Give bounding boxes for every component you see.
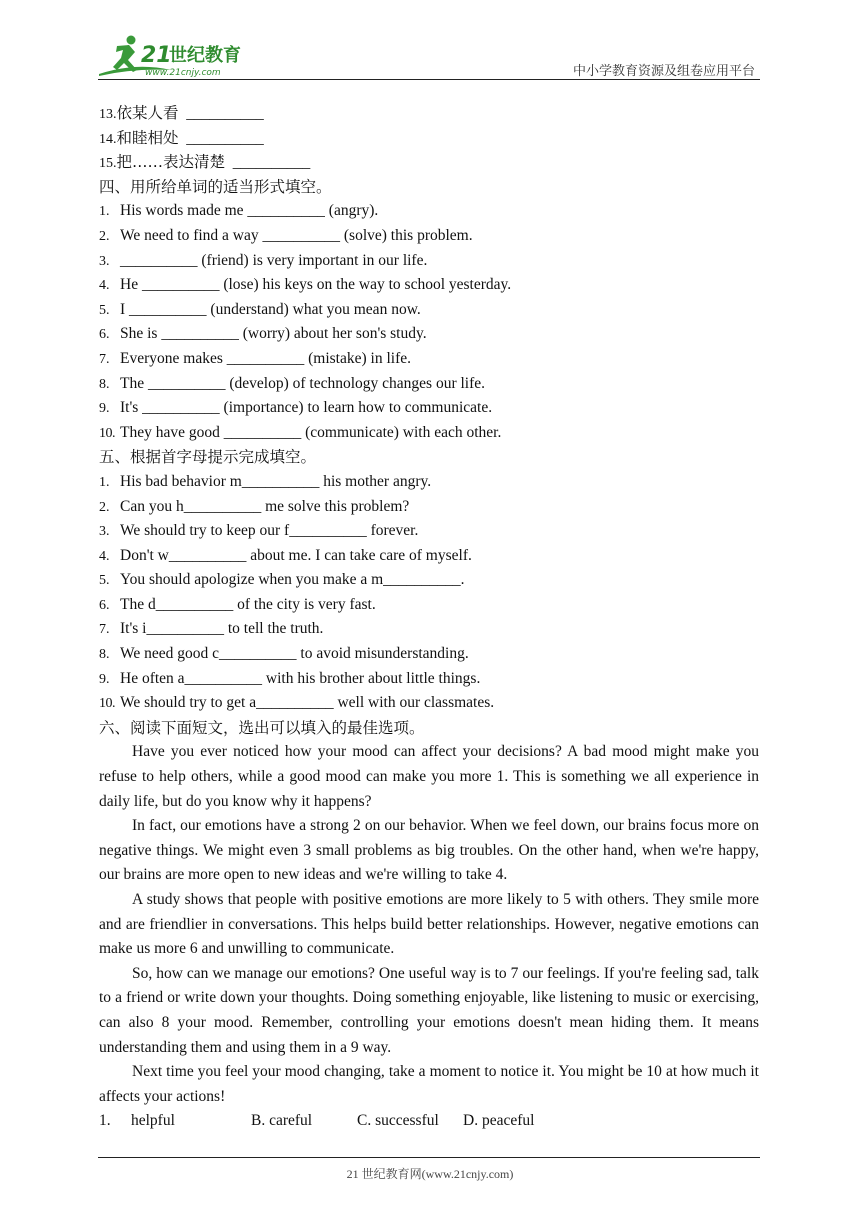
question-options: [99, 1109, 759, 1134]
section-title: 四、用所给单词的适当形式填空。: [99, 177, 332, 196]
phrase-text: 依某人看: [116, 104, 179, 122]
document-body: [99, 101, 759, 1134]
phrase-text: 把……表达清楚: [116, 153, 226, 172]
item-number: 4.: [99, 278, 110, 294]
exercise-item: [99, 642, 759, 667]
exercise-item: [99, 544, 759, 569]
passage-paragraph: Next time you feel your mood changing, take a moment to notice it. You might be 10 at how much it affects your actions!: [99, 1063, 759, 1105]
exercise-item: [99, 249, 759, 274]
exercise-item: [99, 691, 759, 716]
passage-paragraph: Have you ever noticed how your mood can affect your decisions? A bad mood might make you refuse to help others, while a good mood can make you more 1. This is something we all experience in daily life, but do you know why it happens?: [99, 743, 759, 810]
item-number: 7.: [99, 351, 110, 367]
item-text: __________ (friend) is very important in our life.: [120, 251, 428, 269]
item-text: You should apologize when you make a m__________.: [120, 571, 465, 589]
exercise-item: [99, 593, 759, 618]
item-number: 8.: [99, 376, 110, 392]
option-b: B. careful: [251, 1112, 313, 1130]
item-text: It's i__________ to tell the truth.: [120, 620, 324, 638]
exercise-item: [99, 396, 759, 421]
item-number: 3.: [99, 524, 110, 540]
passage-paragraph: A study shows that people with positive emotions are more likely to 5 with others. They smile more and are friendlier in conversations. This helps build better relationships. However, negative emotions can make us more 6 and unwilling to communicate.: [99, 891, 759, 958]
item-text: They have good __________ (communicate) with each other.: [120, 423, 502, 441]
reading-passage: [99, 740, 759, 1109]
item-number: 2.: [99, 499, 110, 515]
item-number: 10.: [99, 696, 115, 712]
header-divider: [98, 79, 760, 80]
logo: [95, 32, 265, 80]
exercise-item: [99, 421, 759, 446]
item-number: 5.: [99, 302, 110, 318]
item-text: Can you h__________ me solve this problem?: [120, 497, 410, 515]
item-number: 5.: [99, 573, 110, 589]
exercise-item: [99, 470, 759, 495]
item-number: 6.: [99, 327, 110, 343]
exercise-item: [99, 224, 759, 249]
item-text: We should try to get a__________ well with our classmates.: [120, 694, 495, 712]
item-number: 1.: [99, 474, 110, 490]
item-text: He __________ (lose) his keys on the way to school yesterday.: [120, 276, 512, 294]
exercise-item: [99, 273, 759, 298]
item-text: The d__________ of the city is very fast.: [120, 595, 376, 613]
exercise-item: [99, 347, 759, 372]
item-number: 9.: [99, 401, 110, 417]
item-text: We need to find a way __________ (solve) this problem.: [120, 226, 473, 244]
item-text: His bad behavior m__________ his mother angry.: [120, 472, 432, 490]
exercise-item: [99, 372, 759, 397]
item-number: 1.: [99, 204, 110, 220]
item-text: She is __________ (worry) about her son's study.: [120, 325, 427, 343]
exercise-item: [99, 568, 759, 593]
exercise-item: [99, 495, 759, 520]
footer-divider: [98, 1157, 760, 1158]
item-text: Don't w__________ about me. I can take care of myself.: [120, 546, 472, 564]
item-number: 4.: [99, 548, 110, 564]
option-a: helpful: [131, 1112, 175, 1130]
item-text: We should try to keep our f__________ forever.: [120, 522, 419, 540]
exercise-item: [99, 519, 759, 544]
item-text: Everyone makes __________ (mistake) in life.: [120, 349, 411, 367]
item-number: 15.: [99, 156, 117, 172]
item-text: We need good c__________ to avoid misunderstanding.: [120, 645, 469, 663]
item-number: 6.: [99, 597, 110, 613]
exercise-list: [99, 199, 759, 445]
section-title: 五、根据首字母提示完成填空。: [99, 448, 317, 467]
section-title: 六、阅读下面短文，选出可以填入的最佳选项。: [99, 718, 425, 737]
svg-text:21: 21: [141, 43, 172, 68]
logo-icon: [95, 32, 265, 80]
item-text: It's __________ (importance) to learn how to communicate.: [120, 399, 493, 417]
item-number: 2.: [99, 228, 110, 244]
option-d: D. peaceful: [463, 1112, 535, 1130]
passage-paragraph: In fact, our emotions have a strong 2 on our behavior. When we feel down, our brains focus more on negative things. We might even 3 small problems as big troubles. On the other hand, when we're happy, our brains are more open to new ideas and we're willing to take 4.: [99, 817, 759, 884]
item-text: His words made me __________ (angry).: [120, 202, 379, 220]
item-text: The __________ (develop) of technology changes our life.: [120, 374, 486, 392]
item-number: 9.: [99, 671, 110, 687]
item-text: I __________ (understand) what you mean now.: [120, 300, 421, 318]
exercise-list: [99, 470, 759, 716]
item-number: 8.: [99, 647, 110, 663]
exercise-item: [99, 667, 759, 692]
passage-paragraph: So, how can we manage our emotions? One useful way is to 7 our feelings. If you're feeling sad, talk to a friend or write down your thoughts. Doing something enjoyable, like listening to music or exercising, can also 8 your mood. Remember, controlling your emotions doesn't mean hiding them. It means understanding them and using them in a 9 way.: [99, 964, 759, 1056]
phrase-item: 15.把……表达清楚 __________: [99, 153, 311, 172]
page-header: [0, 0, 860, 90]
item-number: 13.: [99, 107, 117, 122]
phrase-list: [99, 101, 759, 175]
exercise-item: [99, 617, 759, 642]
svg-text:世纪教育: 世纪教育: [169, 45, 241, 66]
platform-name: 中小学教育资源及组卷应用平台: [572, 64, 755, 79]
phrase-item: 14.和睦相处 __________: [99, 128, 264, 147]
option-c: C. successful: [357, 1112, 439, 1130]
phrase-item: 13.依某人看 __________: [99, 104, 264, 122]
phrase-text: 和睦相处: [116, 128, 179, 147]
question-number: 1.: [99, 1112, 111, 1130]
item-number: 7.: [99, 622, 110, 638]
exercise-item: [99, 298, 759, 323]
exercise-item: [99, 199, 759, 224]
item-number: 10.: [99, 425, 115, 441]
item-number: 3.: [99, 253, 110, 269]
item-number: 14.: [99, 131, 117, 147]
exercise-item: [99, 322, 759, 347]
svg-text:www.21cnjy.com: www.21cnjy.com: [145, 68, 221, 78]
page-footer: 21 世纪教育网(www.21cnjy.com): [346, 1167, 514, 1181]
item-text: He often a__________ with his brother about little things.: [120, 669, 481, 687]
